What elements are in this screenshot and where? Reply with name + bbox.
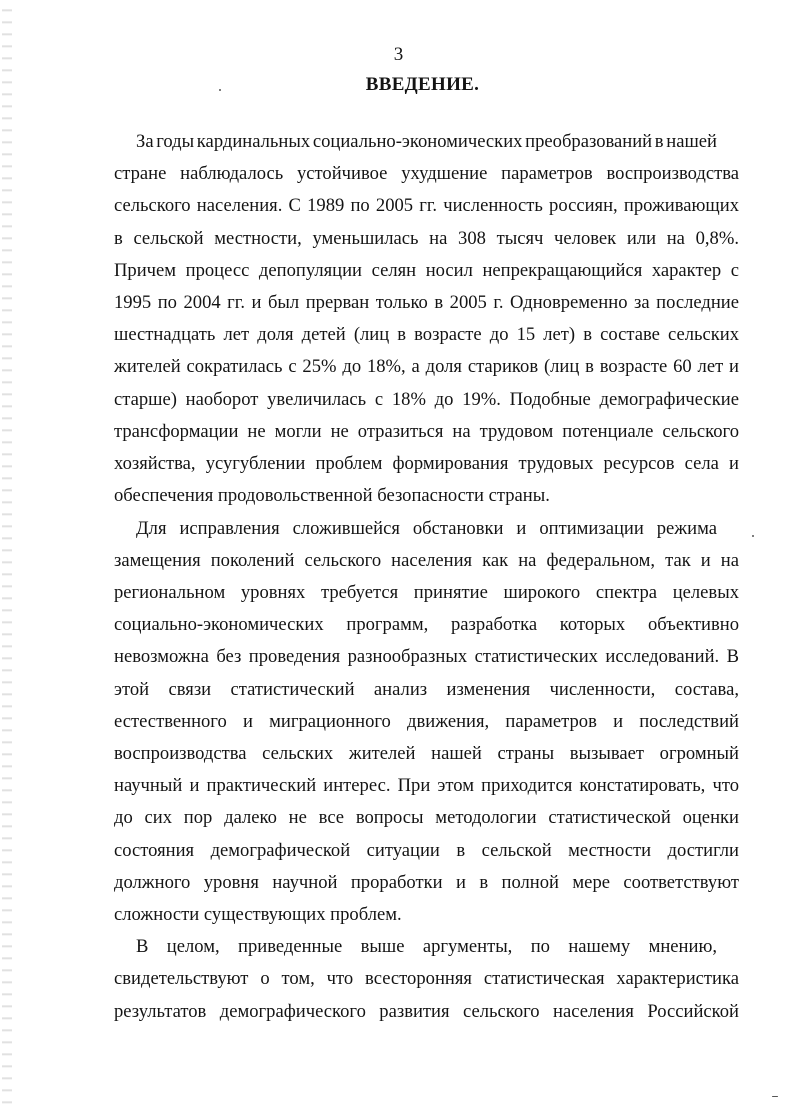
text-line: результатов демографического развития сельского населения Российской [114, 1000, 739, 1022]
text-line: хозяйства, усугублении проблем формирования трудовых ресурсов села и [114, 453, 739, 475]
text-line: этой связи статистический анализ изменения численности, состава, [114, 678, 739, 700]
text-line: до сих пор далеко не все вопросы методологии статистической оценки [114, 807, 739, 829]
text-line: трансформации не могли не отразиться на трудовом потенциале сельского [114, 420, 739, 442]
scan-speck [772, 1096, 778, 1097]
text-line: состояния демографической ситуации в сельской местности достигли [114, 839, 739, 861]
text-line: жителей сократилась с 25% до 18%, а доля стариков (лиц в возрасте 60 лет и [114, 356, 739, 378]
page-number: 3 [393, 44, 404, 65]
text-line: воспроизводства сельских жителей нашей страны вызывает огромный [114, 742, 739, 764]
body-text [114, 126, 740, 1028]
text-line: 1995 по 2004 гг. и был прерван только в 2005 г. Одновременно за последние [114, 292, 739, 314]
text-line: свидетельствуют о том, что всесторонняя статистическая характеристика [114, 968, 739, 990]
text-line: За годы кардинальных социально-экономических преобразований в нашей [136, 131, 717, 152]
paragraph-1 [114, 126, 740, 512]
text-line: должного уровня научной проработки и в полной мере соответствуют [114, 871, 739, 893]
text-line: социально-экономических программ, разработка которых объективно [114, 614, 739, 636]
text-line: естественного и миграционного движения, параметров и последствий [114, 710, 739, 732]
text-line: замещения поколений сельского населения как на федеральном, так и на [114, 549, 739, 571]
scan-binding-edge [2, 0, 12, 1107]
text-line: обеспечения продовольственной безопасности страны. [114, 485, 550, 507]
scan-speck [752, 535, 754, 537]
text-line: Причем процесс депопуляции селян носил непрекращающийся характер с [114, 259, 739, 281]
text-line: невозможна без проведения разнообразных статистических исследований. В [114, 646, 739, 668]
text-line: Для исправления сложившейся обстановки и оптимизации режима [136, 517, 717, 539]
text-line: научный и практический интерес. При этом приходится констатировать, что [114, 775, 739, 797]
page-title: ВВЕДЕНИЕ. [365, 74, 480, 95]
text-line: стране наблюдалось устойчивое ухудшение параметров воспроизводства [114, 163, 739, 185]
text-line: сложности существующих проблем. [114, 903, 402, 925]
text-line: шестнадцать лет доля детей (лиц в возрасте до 15 лет) в составе сельских [114, 324, 739, 346]
text-line: в сельской местности, уменьшилась на 308 тысяч человек или на 0,8%. [114, 227, 739, 249]
text-line: сельского населения. С 1989 по 2005 гг. численность россиян, проживающих [114, 195, 739, 217]
text-line: региональном уровнях требуется принятие широкого спектра целевых [114, 581, 739, 603]
text-line: В целом, приведенные выше аргументы, по нашему мнению, [136, 936, 717, 958]
paragraph-2 [114, 513, 740, 932]
paragraph-3 [114, 931, 740, 1028]
scan-speck [219, 89, 221, 91]
text-line: старше) наоборот увеличилась с 18% до 19%. Подобные демографические [114, 388, 739, 410]
